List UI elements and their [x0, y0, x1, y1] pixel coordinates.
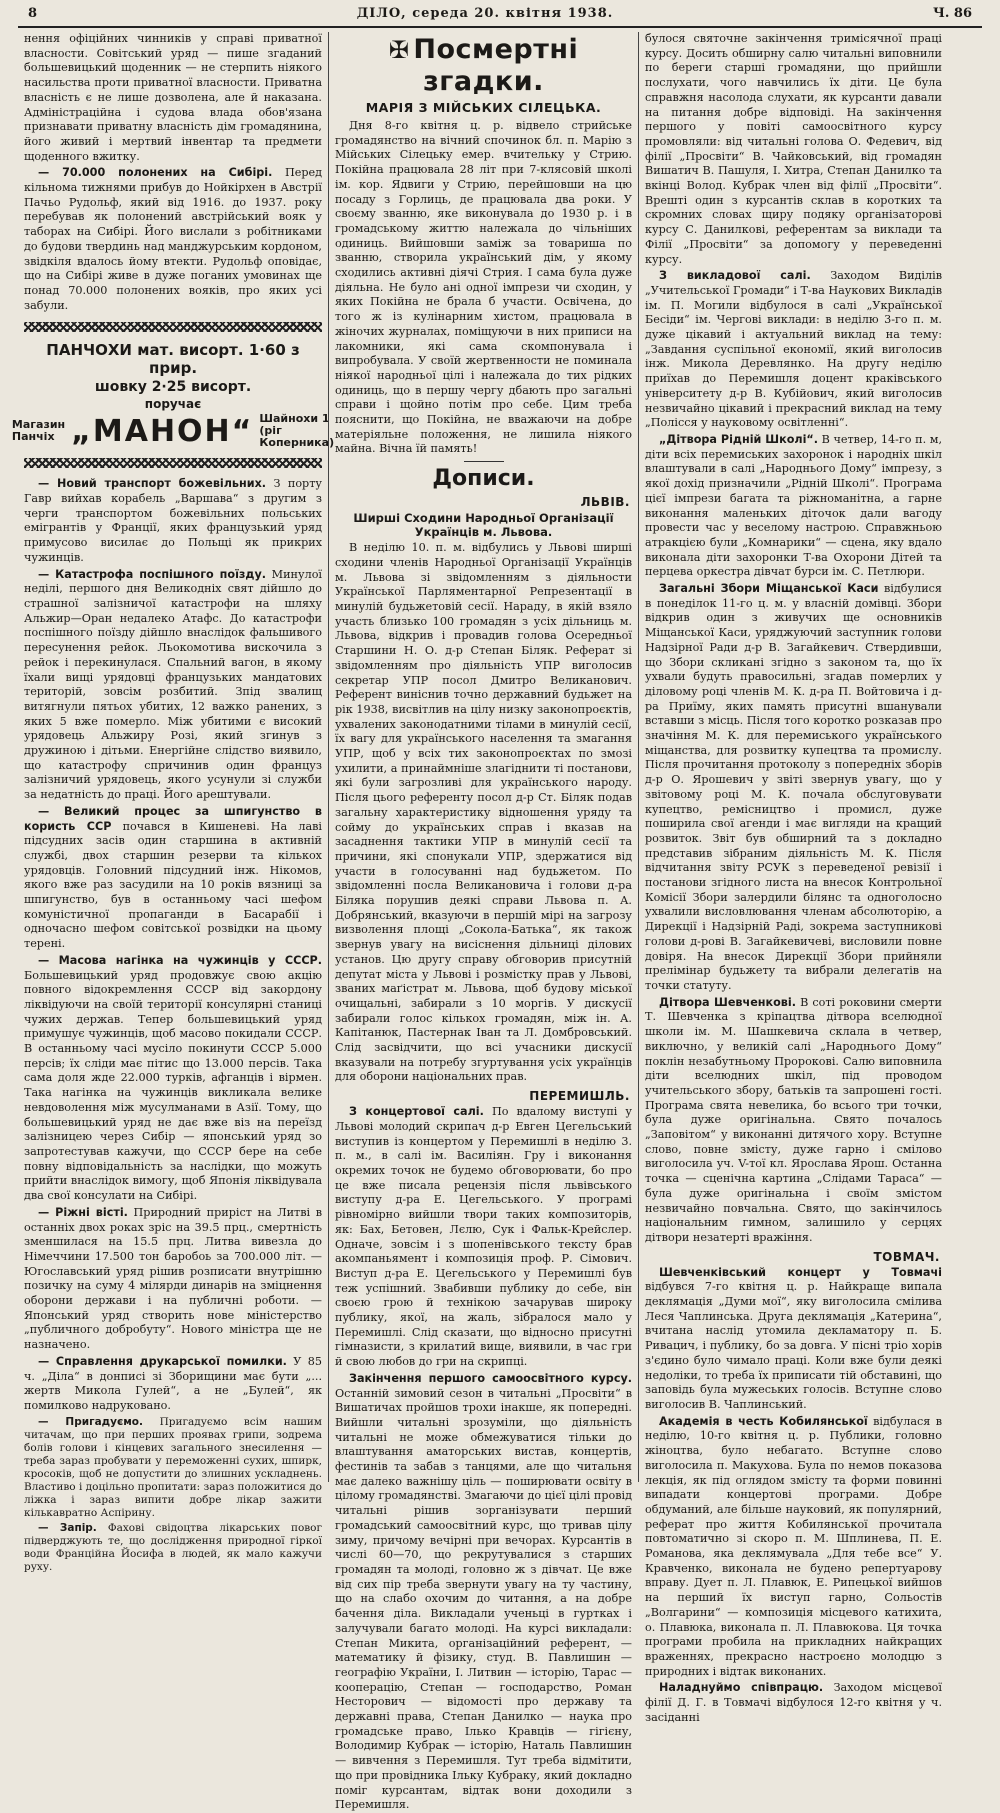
- article-tovmach-concert: [645, 1266, 942, 1413]
- headline: — Масова нагінка на чужинців у СССР.: [38, 953, 322, 967]
- obituary-name: МАРІЯ З МІЙСЬКИХ СІЛЕЦЬКА.: [365, 100, 602, 115]
- article-body: В четвер, 14-го п. м, діти всіх перемиських захоронок і народніх шкіл влаштували в салі „Народнього Дому“ імпрезу, з якої дохід призначили „Рідній Школі“. Програма цієї імпрези багата та ріжноманітна, а гарне виконання маленьких діточок дали вагоду провести час у веселому настрою. Справжньою атракцією були „Комнарики“ — сцена, яку вдало виконала діти захоронки Т-ва Охорони Дітей та перцева оркестра дівчат бурси ім. С. Петлюри.: [645, 432, 942, 579]
- ad-line: поручає: [144, 397, 202, 412]
- article-body: Пригадуємо всім нашим читачам, що при перших проявах грипи, зодрема болів голови і кінцевих загального знесилення — треба зараз пробувати у переможенні сухих, шпирк, кросоків, щоб не допустити до злишних ускладнень. Властиво і доцільно пропитати: зараз положитися до ліжка і зараз випити добре лікар зажити кількавратно Аспірину.: [24, 1415, 322, 1519]
- headline: З викладової салі.: [659, 269, 811, 283]
- article-body: відбулися в понеділок 11-го ц. м. у власній домівці. Збори відкрив один з живучих ще основників Міщанської Каси, уряджуючий заступник голови Надзірної Ради д-р В. Загайкевич. Ствердивши, що Збори скликані згідно з законом та, що їх ухвали будуть правосильні, згадав померлих у діловому році членів М. К. д-ра П. Войтовича і д-ра Приїму, яких память присутні вшанували вставши з місць. Після того коротко розказав про значіння М. К. для перемиського українського міщанства, для розвитку купецтва та промислу. Після прочитання протоколу з попередніх зборів д-р О. Ярошевич у звіті звернув увагу, що у звітовому році М. К. почала обслуговувати купецтво, ремісництво і промисл, дуже поширила свої агенди і має вигляди на кращий розвиток. Звіт був обширний та з докладно представив зібраним діяльність М. К. Після відчитання звіту РСУК з переведеної ревізії і постанови згідного листа на внесок Контрольної Комісії Збори залердили білянс та одноголосно ухвалили висловлювання членам абсолюторію, а Дирекції і Надзірній Раді, зокрема заступникові голови д-рові В. Загайкевичеві, висловили повне довіря. На внесок Дирекції Збори прийняли прелімінар будьжету та вибрали делегатів на точки статуту.: [645, 582, 942, 992]
- newspaper-title-date: ДІЛО, середа 20. квітня 1938.: [356, 5, 614, 21]
- city-heading-tovmach: ТОВМАЧ.: [873, 1249, 940, 1264]
- article-body: відбулася в неділю, 10-го квітня ц. р. Публики, головно жіноцтва, було небагато. Вступне слово виголосила п. Макухова. Була по немов показова лекція, як під оглядом змісту та форми повинні випадати концертові програми. Добре обдуманий, але більше науковий, як популярний, реферат про життя Кобилянської прочитала повтоматично зі скоро п. М. Шплинева, П. Е. Романова, яка деклямувала „Для тебе все“ У. Кравченко, виконала не будено репертуарову вправу. Дует п. Л. Плавюк, Е. Рипецької вийшов на перший їх виступ гарно, Сольостів „Волгарини“ — композиція місцевого катихита, о. Плавюка, виконала п. Л. Плавюкова. Ця точка програми пробила на прикладних найкращих враженнях, прекрасно настроєно молодцю з природних і відтак виконаних.: [645, 1414, 942, 1678]
- headline: — 70.000 полонених на Сибірі.: [38, 166, 273, 180]
- page-number: 8: [28, 5, 38, 21]
- article-heading: Ширші Сходини Народньої Організації Українців м. Львова.: [353, 511, 614, 540]
- article-body: Минулої неділі, першого дня Великодніх свят дійшло до страшної залізничої катастрофи на шляху Альжир—Оран недалеко Атафс. До катастрофи поспішного поїзду дійшло внаслідок фальшивого пересунення рейок. Льокомотива вискочила з рейок і перекинулася. Спальний вагон, в якому їхали вищі урядовці французьких мандатових територій, зовсім розбитий. Зпід звалищ витягнули пятьох убитих, 12 важко ранених, з яких 5 вже померло. Між убитими є високий урядовець Альжиру Розі, який згинув з дружиною і дітьми. Енергійне слідство виявило, що катастрофу спричинив один француз залізничий урядовець, якого усунули зі служби за недатність до праці. Його арештували.: [24, 567, 323, 802]
- advertisement-manon: [11, 341, 335, 450]
- column-3: [638, 32, 948, 1724]
- article-lecture: [645, 269, 942, 431]
- article-body: Заходом Виділів „Учительської Громади“ і Т-ва Наукових Викладів ім. П. Могили відбулося в салі „Української Бесіди“ ім. Чергові виклади: в неділю 3-го п. м. дуже цікавий і актуальний виклад на тему: „Завдання суспільної економії, який виголосив інж. Микола Деревлянко. На другу неділю приїхав до Перемишля доцент краківського університету д-р В. Кубійович, який виголосив незвичайно цікавий і прекрасний виклад на тему „Полісся у науковому освітленні“.: [645, 269, 942, 430]
- article-body: Большевицький уряд продовжує свою акцію повного відокремлення СССР від закордону ліквідуючи на своїй території консулярні станиці чужих держав. Тепер большевицький уряд примушує чужинців, щоб масово покидали СССР. В останньому часі мусіло покинути СССР 5.000 персів; їх сліди має пітис що 13.000 персів. Така сама доля жде 22.000 турків, афганців і вірмен. Така нагінка на чужинців викликала велике невдоволення між мусулманами в Азії. Тому, що большевицький уряд не дає вже віз на переїзд залізницею через Сибір — японський уряд зо запротестував кажучи, що СССР бере на себе повну відповідальність за наслідки, що можуть прийти внаслідок вимогу, щоб Японія ліквідувала два свої консулати на Сибірі.: [24, 968, 322, 1203]
- article-correction: [24, 1355, 322, 1414]
- article-body: Природний приріст на Литві в останніх двох роках зріс на 39.5 прц., смертність зменшилася на 15.5 прц. Литва вивезла до Німеччини 17.500 тон баробоь за 700.000 літ. — Югославський уряд рішив розписати внутрішню позичку на суму 4 мілярди динарів на зміцнення оборони держави і на публичні роботи. — Японський уряд створить нове міністерство „публичного добробуту“. Нового міністра ще не назначено.: [24, 1205, 323, 1352]
- article-body: Заходом місцевої філії Д. Г. в Товмачі відбулося 12-го квітня у ч. засіданні: [645, 1681, 942, 1724]
- article-siberia: [24, 166, 322, 313]
- article-train: [24, 568, 322, 803]
- column-1: [11, 32, 335, 1573]
- headline: — Пригадуємо.: [38, 1415, 143, 1428]
- ad-line: шовку 2·25 висорт.: [94, 379, 252, 396]
- headline: — Ріжні вісті.: [38, 1205, 128, 1219]
- headline: Загальні Збори Міщанської Каси: [659, 582, 879, 596]
- headline: — Справлення друкарської помилки.: [38, 1354, 287, 1368]
- article-continuation: нення офіційних чинників у справі приватної власности. Совітський уряд — пише згаданий большевицький щоденник — не стерпить ніякого насильства проти приватної власности. Приватна власність є не лише дозволена, але й наказана. Адміністраційна і судова влада обов'язана признавати приватну власність дім громадянина, його живий і мертвий інвентар та предмети щоденного вжитку.: [24, 32, 322, 163]
- ad-brand: „МАНОН“: [71, 413, 254, 449]
- divider: [464, 461, 504, 462]
- article-transport: [24, 477, 322, 565]
- article-foreigners: [24, 954, 322, 1204]
- article-meeting: [645, 582, 942, 994]
- article-spy: [24, 805, 322, 952]
- city-heading-peremyshl: ПЕРЕМИШЛЬ.: [529, 1089, 630, 1104]
- headline: З концертової салі.: [349, 1105, 484, 1119]
- issue-number: Ч. 86: [932, 5, 972, 21]
- article-body: По вдалому виступі у Львові молодий скрипач д-р Евген Цегельський виступив із концертом у Перемишлі в неділю 3. п. м., в салі ім. Василіян. Гру і виконання окремих точок не будемо обговорювати, бо про це вже писала рецензія після львівського виступу д-ра Е. Цегельського. У програмі рівномірно вийшли твори таких композиторів, як: Бах, Бетовен, Лєлю, Сук і Фальк-Крейслер. Одначе, зовсім і з шопенівського тексту брав акомпаньямент і композиція проф. Р. Сімович. Виступ д-ра Е. Цегельського у Перемишлі був теж успішний. Звабивши публику до себе, він своєю грою й технікою зачарував широку публику, якої, на жаль, зібралося мало у Перемишлі. Слід сказати, що відносно присутні гімназисти, з крилатий вище, виявили, в час гри й свою любов до гри на скрипці.: [335, 1105, 632, 1369]
- headline: Наладнуймо співпрацю.: [659, 1681, 824, 1695]
- article-concert: [335, 1105, 632, 1370]
- ad-line: ПАНЧОХИ мат. висорт. 1·60 з прир.: [46, 341, 300, 378]
- headline: — Запір.: [38, 1521, 97, 1534]
- article-cooperation: [645, 1681, 942, 1725]
- article-children: [645, 433, 942, 580]
- notice-reminder: [24, 1416, 322, 1520]
- article-academy: [645, 1415, 942, 1680]
- headline: „Дітвора Рідній Школі“.: [659, 432, 819, 446]
- section-title-obituaries: [335, 34, 632, 98]
- article-news: [24, 1206, 322, 1353]
- article-body: почався в Кишеневі. На лаві підсудних засів один старшина в активній службі, двох старшин резерви та кількох урядовців. Головний підсудний інж. Нікомов, якого вже раз засудили на 10 років вязниці за шпигунство, був в останньому часі шефом комуністичної пропаганди в Басарабії і одночасно шефом совітської розвідки на цьому терені.: [24, 819, 322, 951]
- article-continuation: булося святочне закінчення тримісячної праці курсу. Досить обширну салю читальні виповнили по береги старші громадяни, що прийшли послухати, чого навчились їх діти. Це була справжня насолода слухати, як курсанти давали на питання добре відповіді. На закінчення першого у повіті самоосвітного курсу промовляли: від читальні голова О. Федевич, від філії „Просвіти“ В. Чайковський, від громадян Вишатич В. Пашуля, І. Хитра, Степан Данилко та вкінці Волод. Кубрак член від філії „Просвіти“. Врешті один з курсантів склав в коротких та скромних словах щиру подяку організаторові курсу С. Данилкові, референтам за виклади та Філії „Просвіти“ за допомогу у переведенні курсу.: [645, 32, 942, 266]
- obituaries-title-text: Посмертні згадки.: [413, 34, 579, 97]
- article-body: З порту Гавр вийхав корабель „Варшава“ з другим з черги транспортом божевільних польських емігрантів у Франції, яких французький уряд примусово висилає до Польщі як прикрих чужинців.: [24, 477, 322, 564]
- article-body: У 85 ч. „Діла“ в донписі зі Зборищини має бути „... жертв Микола Гулей“, а не „Булей“, як помилково надруковано.: [24, 1354, 322, 1412]
- headline: Дітвора Шевченкові.: [659, 995, 796, 1009]
- ad-shop-label: Магазин Панчіх: [11, 418, 66, 444]
- headline: Закінчення першого самоосвітного курсу.: [349, 1371, 632, 1385]
- article-lviv: В неділю 10. п. м. відбулись у Львові ширші сходини членів Народньої Організації Українців м. Львова зі звідомленням з діяльности Української Парляментарної Репрезентації в минулій будьжетовій сесії. Нараду, в якій взяло участь близько 100 громадян з усіх дільниць м. Львова, відкрив і провадив голова Осередньої Старшини Н. О. д-р Степан Біляк. Реферат зі звідомленням про діяльність УПР виголосив секретар УПР посол Дмитро Великанович. Референт виніснив точно державний будьжет на рік 1938, висвітлив на цілу низку законопроєктів, ухвалених законодатними тілами в минулій сесії, їх вагу для українського населення та змагання УПР, щоб у всіх тих законопроєктах по змозі ухилити, а принаймніше злагіднити ті постанови, які були загрозливі для українського народу. Після цього референту посол д-р Ст. Біляк подав загальну характеристику відношення уряду та сойму до українських справ і вказав на засаднення тактики УПР в минулій сесії та причини, які спонукали УПР, здержатися від участи в голосуванні над будьжетом. По звідомленні посла Великановича і голови д-ра Біляка порушив деякі справи Львова п. А. Добрянський, вказуючи в першій мірі на загрозу визволення площі „Сокола-Батька“, як також звернув увагу на висіснення дільниці ділових установ. Цю другу справу обговорив присутній депутат міста у Львові і розмістку прав у Львові, званих маґістрат м. Львова, щоб будову міської очищальні, забирали з 10 моргів. У дискусії забирали голос кількох громадян, між ін. А. Капітанюк, Пастернак Іван та Л. Домбровський. Слід засвідчити, що всі учасники дискусії вказували на потребу згуртування усіх українців для оборони національних прав.: [335, 541, 632, 1084]
- headline: — Новий транспорт божевільних.: [38, 477, 267, 491]
- city-heading-lviv: ЛЬВІВ.: [580, 495, 630, 510]
- column-2: [328, 32, 638, 1812]
- article-body: Перед кільнома тижнями прибув до Нойкірхен в Австрії Пачьо Рудольф, який від 1916. до 1937. року перебував як полонений австрійський вояк у таборах на Сибірі. Його вислали з робітниками до будови твердинь над манджурським кордоном, звідкіля вдалось йому втекти. Рудольф оповідає, що на Сибірі живе в дуже поганих умовинах ще понад 70.000 полонених вояків, про яких усі забули.: [24, 166, 323, 312]
- article-body: Останній зимовий сезон в читальні „Просвіти“ в Вишатичах пройшов трохи інакше, як попередні. Вийшли читальні зрозуміли, що діяльність читальні не може обмежуватися тільки до влаштування аматорських вистав, концертів, фестинів та забав з танцями, але що читальня має далеко важнішу ціль — поширювати освіту в цілому громадянстві. Змагаючи до цієї цілі провід читальні рішив зорганізувати перший громадський самоосвітний курс, що тривав цілу зиму, причому вечірні при вечорах. Курсантів в числі 60—70, що рекрутувалися з старших громадян та молоді, головно ж з дівчат. Це вже від сих пір треба звернути увагу на ту частину, що на слабо охочим до читання, а на добре бачення діла. Викладали ученьці в гуртках і залучували багато молоді. На курсі викладали: Степан Микита, організаційний референт, — математику й фізику, студ. В. Павлишин — географію України, І. Литвин — історію, Тарас — кооперацію, Степан — господарство, Роман Несторович — відомості про державу та державні права, Степан Данилко — наука про громадське право, Ілько Кравців — гігієну, Володимир Кубрак — історію, Наталь Павлишин — вивчення з Перемишля. Тут треба відмітити, що при провідника Ільку Кубраку, який докладно поміг курсантам, відтак вони доходили з Перемишля.: [335, 1386, 632, 1812]
- article-body: Фахові свідоцтва лікарських повог підверджують те, що дослідження природної гіркої води Франційна Йосифа в людей, як мало кажучи руху.: [24, 1521, 323, 1573]
- obituary-text: Дня 8-го квітня ц. р. відвело стрийське громадянство на вічний спочинок бл. п. Марію з Мійських Сілецьку емер. вчительку у Стрию. Покійна працювала 28 літ при 7-клясовій школі ім. кор. Ядвиги у Стрию, перейшовши на цю посаду з Горлиць, де працювала два роки. У своєму званню, яке виконувала до 1930 р. і в громадському життю належала до чільніших одиниць. Вийшовши заміж за товариша по званню, створила український дім, у якому сходились активні діячі Стрия. І сама була дуже діяльна. Не було ані одної імпрези чи сходин, у яких Покійна не брала б участи. Освічена, до того ж із кулінарним хистом, працювала в жіночих журналах, поміщуючи в них приписи на лакомники, які сама скомпонувала і випробувала. У своїй жертвенности не поминала ніякої народньої цілі і належала до тих рідких одиниць, що в першу чергу дбають про загальні справи і щойно потім про себе. Цим треба пояснити, що Покійна, не вважаючи на добре матеріяльне положення, не лишила ніякого майна. Вічна їй память!: [335, 119, 632, 456]
- ad-brand-row: [11, 412, 335, 450]
- notice-constipation: [24, 1522, 322, 1574]
- article-course: [335, 1372, 632, 1813]
- article-body: відбувся 7-го квітня ц. р. Найкраще випала деклямація „Думи мої“, яку виголосила смілива Леся Чаплинська. Друга деклямація „Катерина“, вчитана наслід утомила декламатору п. Б. Ривацич, і публику, бо за довга. У пісні тріо хорів з'єдино було чимало праці. Коли вже були деякі недоліки, то треба їх приписати тій обставині, що заповідь була мужеських голосів. Вступне слово виголосив В. Чаплинський.: [645, 1280, 942, 1411]
- article-shevchenko: [645, 996, 942, 1246]
- cross-icon: ✠: [388, 36, 410, 64]
- article-body: В соті роковини смерти Т. Шевченка з кріпацтва дітвора вселюдної школи ім. М. Шашкевича склала в четвер, виключно, у великій салі „Народнього Дому“ поклін незабутньому Пророкові. Салю виповнила діти вселюдних шкіл, під проводом учительського збору, батьків та запрошені гості. Програма свята невелика, бо всього три точки, була дуже оригінальна. Свято почалось „Заповітом“ у виконанні дитячого хору. Вступне слово, повне змісту, дуже гарно і смілово виголосила уч. V-тої кл. Ярослава Ярош. Останна точка — сценічна картина „Слідами Тараса“ — була дуже оригінальна і своїм змістом незвичайно повчальна. Свято, що закінчилось національним гимном, залишило у серцях дітвори незатерті вражіння.: [645, 995, 942, 1244]
- headline: Академія в честь Кобилянської: [659, 1414, 868, 1428]
- headline: — Катастрофа поспішного поїзду.: [38, 567, 267, 581]
- ornament-divider: [24, 319, 322, 335]
- headline: — Великий процес за шпигунство в користь ССР: [24, 804, 322, 833]
- columns: [11, 32, 982, 1812]
- section-title-dopysy: Дописи.: [432, 466, 535, 492]
- page-header: [18, 0, 982, 28]
- ad-address: Шайнохи 1 (ріг Коперника): [259, 412, 335, 450]
- ornament-divider: [24, 455, 322, 471]
- headline: Шевченківський концерт у Товмачі: [659, 1265, 942, 1279]
